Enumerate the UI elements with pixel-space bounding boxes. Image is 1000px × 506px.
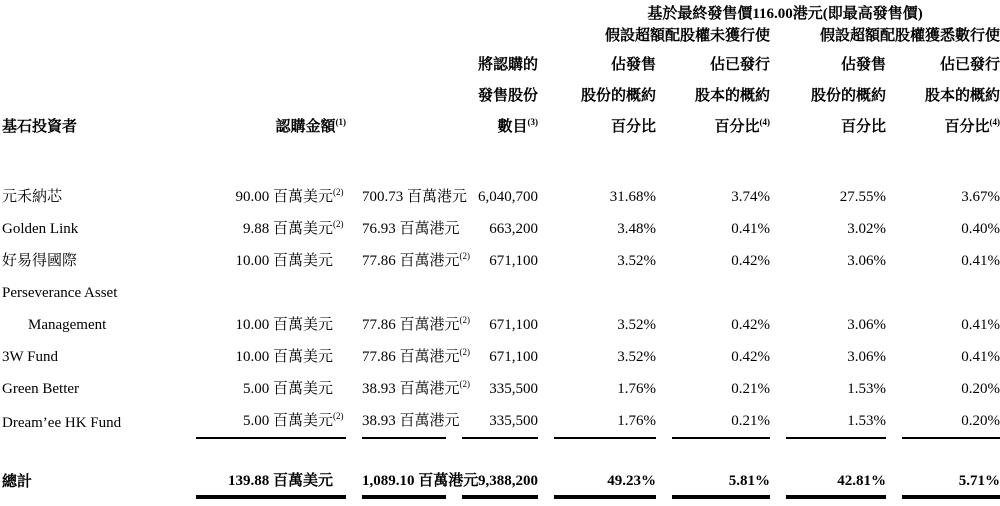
- cell-pct-issued-unexercised: 0.21%: [731, 381, 770, 397]
- investor-name: Management: [28, 317, 107, 333]
- cell-pct-issued-exercised: 0.41%: [961, 349, 1000, 365]
- col-header-subscription: 認購金額$^{(1)}$: [275, 117, 346, 135]
- cell-shares: 335,500: [489, 381, 538, 397]
- table-row: [0, 181, 1000, 213]
- cell-pct-issued-unexercised: 3.74%: [731, 189, 770, 205]
- cell-hkd-amount: 38.93 百萬港元$^{(2)}$: [362, 379, 471, 397]
- cell-pct-issued-exercised: 3.67%: [961, 189, 1000, 205]
- total-row: [0, 439, 1000, 498]
- footnote-marker: (2): [333, 411, 344, 421]
- investor-name: Green Better: [2, 381, 80, 397]
- cell-pct-issued-exercised: 0.20%: [886, 405, 1000, 439]
- cell-pct-issued-exercised: 0.20%: [961, 381, 1000, 397]
- cell-pct-offer-unexercised: 3.52%: [617, 349, 656, 365]
- cell-pct-offer-exercised: 3.06%: [847, 317, 886, 333]
- investor-name: Golden Link: [2, 221, 79, 237]
- cell-pct-offer-unexercised: 1.76%: [538, 405, 656, 439]
- cell-shares: 335,500: [446, 405, 538, 439]
- cell-pct-issued-unexercised: 0.42%: [731, 317, 770, 333]
- table-row: [0, 245, 1000, 277]
- table-row: [0, 277, 1000, 309]
- total-pct-issued-exercised: 5.71%: [886, 439, 1000, 498]
- col-header-shares: 將認購的 發售股份 數目$^{(3)}$: [477, 57, 538, 135]
- total-pct-offer-exercised: 42.81%: [770, 439, 886, 498]
- cell-usd-amount: 5.00 百萬美元$^{(2)}$: [180, 405, 346, 439]
- table-row: [0, 341, 1000, 373]
- total-usd-amount: 139.88 百萬美元: [180, 439, 346, 498]
- group-header-unexercised: 假設超額配股權未獲行使: [604, 28, 770, 44]
- footnote-marker: (4): [759, 117, 770, 127]
- total-pct-offer-unexercised: 49.23%: [538, 439, 656, 498]
- footnote-marker: (2): [459, 347, 471, 357]
- table-row: [0, 309, 1000, 341]
- cell-pct-issued-exercised: 0.41%: [961, 253, 1000, 269]
- cell-pct-offer-unexercised: 3.52%: [617, 253, 656, 269]
- cell-shares: 671,100: [489, 349, 538, 365]
- cell-shares: 6,040,700: [478, 189, 538, 205]
- cell-pct-offer-unexercised: 31.68%: [609, 189, 656, 205]
- investor-name: Dream’ee HK Fund: [2, 415, 122, 431]
- spacer-row: [0, 145, 1000, 181]
- col-header-pct-offer-exercised: 佔發售 股份的概約 百分比: [810, 57, 886, 135]
- col-header-pct-issued-unexercised: 佔已發行 股本的概約 百分比$^{(4)}$: [694, 57, 770, 135]
- price-basis-header-row: [0, 0, 1000, 26]
- total-hkd-amount: 1,089.10 百萬港元: [346, 439, 446, 498]
- table-row: [0, 373, 1000, 405]
- investor-name: 3W Fund: [2, 349, 58, 365]
- investor-name: 好易得國際: [2, 253, 78, 269]
- cell-pct-offer-exercised: 27.55%: [839, 189, 886, 205]
- cell-usd-amount: 5.00 百萬美元: [242, 381, 333, 397]
- cell-pct-offer-exercised: 1.53%: [847, 381, 886, 397]
- cell-pct-issued-unexercised: 0.42%: [731, 253, 770, 269]
- cell-shares: 671,100: [489, 317, 538, 333]
- col-header-pct-issued-exercised: 佔已發行 股本的概約 百分比$^{(4)}$: [925, 57, 1000, 135]
- cell-pct-offer-exercised: 1.53%: [770, 405, 886, 439]
- cell-hkd-amount: 38.93 百萬港元: [346, 405, 446, 439]
- column-headers-row: [0, 50, 1000, 145]
- group-header-exercised: 假設超額配股權獲悉數行使: [820, 28, 1000, 44]
- footnote-marker: (2): [333, 187, 344, 197]
- cell-pct-issued-unexercised: 0.42%: [731, 349, 770, 365]
- footnote-marker: (2): [333, 219, 344, 229]
- cell-pct-offer-exercised: 3.06%: [847, 253, 886, 269]
- cell-pct-issued-exercised: 0.40%: [961, 221, 1000, 237]
- footnote-marker: (2): [459, 315, 471, 325]
- cell-pct-offer-unexercised: 3.52%: [617, 317, 656, 333]
- cell-usd-amount: 10.00 百萬美元: [235, 317, 333, 333]
- cell-usd-amount: 9.88 百萬美元$^{(2)}$: [242, 219, 344, 237]
- cell-pct-issued-exercised: 0.41%: [961, 317, 1000, 333]
- col-header-investor: 基石投資者: [2, 119, 78, 135]
- footnote-marker: (1): [335, 117, 346, 127]
- table-row: [0, 405, 1000, 439]
- footnote-marker: (2): [459, 251, 471, 261]
- spacer-cell: [0, 0, 538, 26]
- cell-pct-offer-unexercised: 1.76%: [617, 381, 656, 397]
- total-shares: 9,388,200: [446, 439, 538, 498]
- cell-shares: 663,200: [489, 221, 538, 237]
- cell-pct-issued-unexercised: 0.41%: [731, 221, 770, 237]
- cell-usd-amount: 10.00 百萬美元: [235, 253, 333, 269]
- cell-pct-issued-unexercised: 0.21%: [656, 405, 770, 439]
- cell-pct-offer-exercised: 3.06%: [847, 349, 886, 365]
- cell-hkd-amount: 77.86 百萬港元$^{(2)}$: [362, 251, 471, 269]
- cell-hkd-amount: 77.86 百萬港元$^{(2)}$: [362, 347, 471, 365]
- cell-pct-offer-unexercised: 3.48%: [617, 221, 656, 237]
- cell-usd-amount: 90.00 百萬美元$^{(2)}$: [235, 187, 344, 205]
- footnote-marker: (2): [459, 379, 471, 389]
- investor-name: 元禾納芯: [2, 189, 63, 205]
- price-basis-header: 基於最終發售價116.00港元(即最高發售價): [647, 6, 923, 22]
- cell-shares: 671,100: [489, 253, 538, 269]
- spacer-cell: [0, 26, 538, 50]
- cell-hkd-amount: 700.73 百萬港元: [362, 189, 468, 205]
- footnote-marker: (4): [989, 117, 1000, 127]
- col-header-pct-offer-unexercised: 佔發售 股份的概約 百分比: [580, 57, 656, 135]
- cell-hkd-amount: 77.86 百萬港元$^{(2)}$: [362, 315, 471, 333]
- cell-usd-amount: 10.00 百萬美元: [235, 349, 333, 365]
- table-row: [0, 213, 1000, 245]
- total-pct-issued-unexercised: 5.81%: [656, 439, 770, 498]
- col-header-subscription-hkd: [346, 50, 446, 145]
- total-label: 總計: [2, 474, 33, 490]
- group-headers-row: [0, 26, 1000, 50]
- cell-hkd-amount: 76.93 百萬港元: [362, 221, 460, 237]
- investor-name: Perseverance Asset: [2, 285, 118, 301]
- footnote-marker: (3): [527, 117, 538, 127]
- cell-pct-offer-exercised: 3.02%: [847, 221, 886, 237]
